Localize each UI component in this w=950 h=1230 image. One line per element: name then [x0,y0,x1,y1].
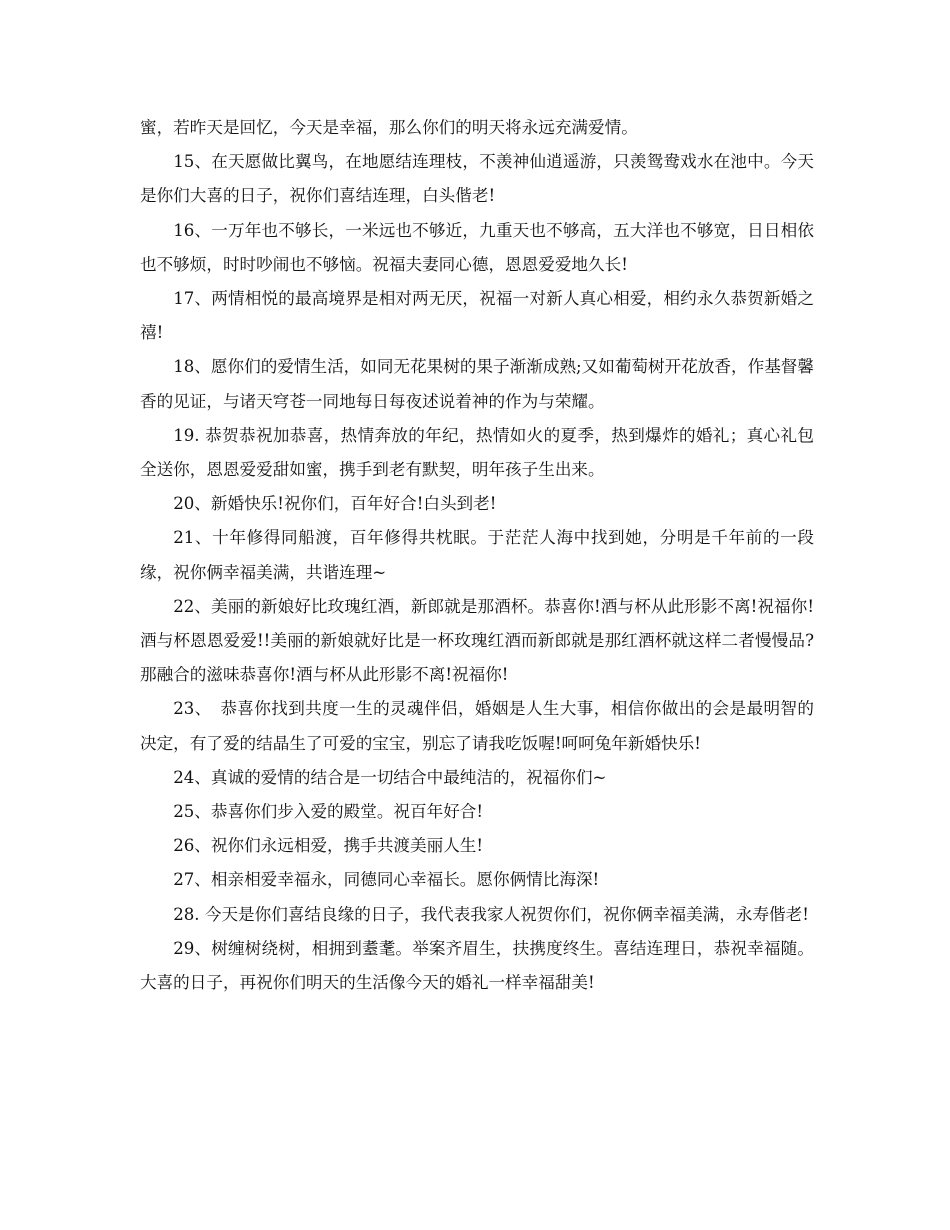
paragraph-16: 16、一万年也不够长，一米远也不够近，九重天也不够高，五大洋也不够宽，日日相依也不够烦，时时吵闹也不够恼。祝福夫妻同心德，恩恩爱爱地久长! [140,220,814,274]
paragraph-28: 28. 今天是你们喜结良缘的日子，我代表我家人祝贺你们，祝你俩幸福美满，永寿偕老! [173,904,809,924]
paragraph-15: 15、在天愿做比翼鸟，在地愿结连理枝，不羡神仙逍遥游，只羡鸳鸯戏水在池中。今天是你们大喜的日子，祝你们喜结连理，白头偕老! [140,152,814,206]
document-page [140,111,814,1000]
paragraph-24: 24、真诚的爱情的结合是一切结合中最纯洁的，祝福你们~ [173,767,607,787]
paragraph-27: 27、相亲相爱幸福永，同德同心幸福长。愿你俩情比海深! [173,870,600,890]
paragraph-20: 20、新婚快乐!祝你们，百年好合!白头到老! [173,494,497,514]
paragraph-continuation: 蜜，若昨天是回忆，今天是幸福，那么你们的明天将永远充满爱情。 [140,118,638,137]
paragraph-25: 25、恭喜你们步入爱的殿堂。祝百年好合! [173,802,484,822]
paragraph-22: 22、美丽的新娘好比玫瑰红酒，新郎就是那酒杯。恭喜你!酒与杯从此形影不离!祝福你!酒与杯恩恩爱爱!!美丽的新娘就好比是一杯玫瑰红酒而新郎就是那红酒杯就这样二者慢慢品?那融合的滋味恭喜你!酒与杯从此形影不离!祝福你! [140,596,814,685]
paragraph-26: 26、祝你们永远相爱，携手共渡美丽人生! [173,836,484,856]
paragraph-23: 23、 恭喜你找到共度一生的灵魂伴侣，婚姻是人生大事，相信你做出的会是最明智的决定，有了爱的结晶生了可爱的宝宝，别忘了请我吃饭喔!呵呵兔年新婚快乐! [140,699,814,753]
paragraph-17: 17、两情相悦的最高境界是相对两无厌，祝福一对新人真心相爱，相约永久恭贺新婚之禧! [140,289,814,343]
paragraph-29: 29、树缠树绕树，相拥到耋耄。举案齐眉生，扶携度终生。喜结连理日，恭祝幸福随。大喜的日子，再祝你们明天的生活像今天的婚礼一样幸福甜美! [140,938,814,993]
paragraph-19: 19. 恭贺恭祝加恭喜，热情奔放的年纪，热情如火的夏季，热到爆炸的婚礼；真心礼包全送你，恩恩爱爱甜如蜜，携手到老有默契，明年孩子生出来。 [140,425,814,480]
paragraph-21: 21、十年修得同船渡，百年修得共枕眠。于茫茫人海中找到她，分明是千年前的一段缘，祝你俩幸福美满，共谐连理~ [140,528,814,582]
paragraph-18: 18、愿你们的爱情生活，如同无花果树的果子渐渐成熟;又如葡萄树开花放香，作基督馨香的见证，与诸天穹苍一同地每日每夜述说着神的作为与荣耀。 [140,357,814,411]
